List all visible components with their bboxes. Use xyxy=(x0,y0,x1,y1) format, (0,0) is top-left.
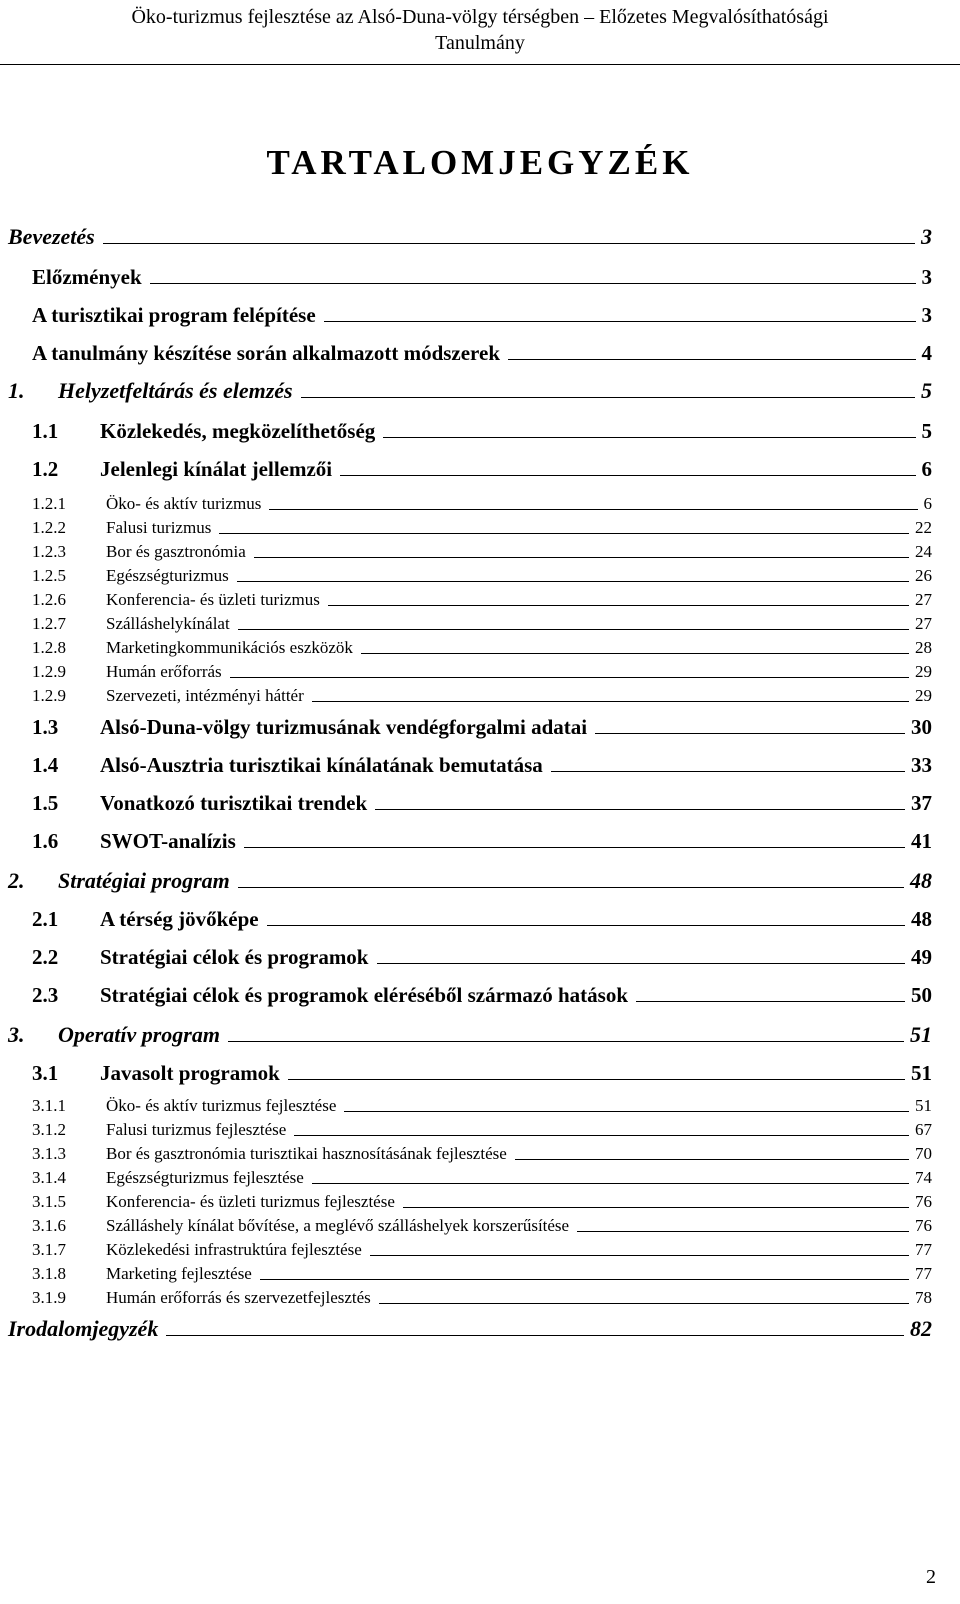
toc-entry-page: 33 xyxy=(911,753,932,777)
toc-entry[interactable] xyxy=(32,256,932,290)
toc-entry[interactable] xyxy=(8,216,932,250)
toc-leader-line xyxy=(267,925,905,926)
toc-entry-number: 1.2.6 xyxy=(32,590,66,609)
toc-entry-page: 67 xyxy=(915,1120,932,1139)
toc-entry-number: 1.2.2 xyxy=(32,518,66,537)
toc-entry-label: Helyzetfeltárás és elemzés xyxy=(58,378,293,403)
toc-entry-page: 76 xyxy=(915,1216,932,1235)
toc-entry-page: 51 xyxy=(910,1022,932,1047)
toc-entry-number: 1.5 xyxy=(32,791,59,815)
toc-entry[interactable] xyxy=(32,974,932,1008)
toc-leader-line xyxy=(288,1079,905,1080)
toc-entry[interactable] xyxy=(32,1052,932,1086)
toc-entry-number: 2. xyxy=(8,868,25,893)
toc-entry-page: 30 xyxy=(911,715,932,739)
toc-entry-number: 3.1.6 xyxy=(32,1216,66,1235)
toc-leader-line xyxy=(166,1335,904,1336)
toc-entry-page: 29 xyxy=(915,662,932,681)
toc-entry-number: 1.2.5 xyxy=(32,566,66,585)
toc-entry-page: 48 xyxy=(911,907,932,931)
toc-entry-number: 1.2 xyxy=(32,457,59,481)
toc-entry-label: A turisztikai program felépítése xyxy=(32,303,316,327)
toc-leader-line xyxy=(595,733,905,734)
toc-entry-number: 1.2.7 xyxy=(32,614,66,633)
toc-entry-page: 28 xyxy=(915,638,932,657)
toc-entry-label: A tanulmány készítése során alkalmazott módszerek xyxy=(32,341,500,365)
toc-entry-number: 3.1.5 xyxy=(32,1192,66,1211)
toc-entry[interactable] xyxy=(8,370,932,404)
toc-entry-label: Humán erőforrás és szervezetfejlesztés xyxy=(106,1288,371,1307)
toc-entry-page: 74 xyxy=(915,1168,932,1187)
toc-entry-label: Szálláshelykínálat xyxy=(106,614,230,633)
toc-entry-page: 50 xyxy=(911,983,932,1007)
header-rule xyxy=(0,64,960,65)
toc-leader-line xyxy=(375,809,905,810)
toc-entry-page: 76 xyxy=(915,1192,932,1211)
toc-entry-label: Falusi turizmus fejlesztése xyxy=(106,1120,287,1139)
toc-entry-number: 3.1.4 xyxy=(32,1168,66,1187)
toc-entry-label: Közlekedési infrastruktúra fejlesztése xyxy=(106,1240,362,1259)
header-line-1: Öko-turizmus fejlesztése az Alsó-Duna-völgy térségben – Előzetes Megvalósíthatósági xyxy=(131,6,829,28)
toc-entry[interactable] xyxy=(8,860,932,894)
toc-entry-number: 3.1.9 xyxy=(32,1288,66,1307)
toc-entry-page: 4 xyxy=(921,341,932,365)
toc-entry-label: Öko- és aktív turizmus fejlesztése xyxy=(106,1096,337,1115)
toc-entry[interactable] xyxy=(32,672,932,706)
toc-entry-label: Alsó-Duna-völgy turizmusának vendégforgalmi adatai xyxy=(100,715,588,739)
toc-entry-label: Konferencia- és üzleti turizmus fejlesztése xyxy=(106,1192,395,1211)
toc-entry-number: 1.2.9 xyxy=(32,662,66,681)
toc-entry-label: Bevezetés xyxy=(8,224,95,249)
toc-entry-number: 3.1.8 xyxy=(32,1264,66,1283)
toc-entry-number: 1. xyxy=(8,378,25,403)
toc-title: TARTALOMJEGYZÉK xyxy=(266,143,694,182)
toc-entry[interactable] xyxy=(32,294,932,328)
toc-entry-label: Stratégiai célok és programok xyxy=(100,945,369,969)
toc-entry-number: 3.1 xyxy=(32,1061,59,1085)
toc-entry-number: 1.2.3 xyxy=(32,542,66,561)
toc-entry-page: 29 xyxy=(915,686,932,705)
toc-entry[interactable] xyxy=(32,706,932,740)
toc-entry-page: 70 xyxy=(915,1144,932,1163)
toc-entry[interactable] xyxy=(32,448,932,482)
toc-entry-page: 26 xyxy=(915,566,932,585)
toc-leader-line xyxy=(150,283,916,284)
toc-entry-page: 48 xyxy=(910,868,932,893)
toc-entry-page: 82 xyxy=(910,1316,932,1341)
toc-entry-label: Konferencia- és üzleti turizmus xyxy=(106,590,320,609)
toc-entry-number: 1.2.8 xyxy=(32,638,66,657)
toc-entry-number: 1.2.1 xyxy=(32,494,66,513)
toc-entry[interactable] xyxy=(32,744,932,778)
toc-entry-label: Irodalomjegyzék xyxy=(8,1316,159,1341)
toc-entry-page: 27 xyxy=(915,590,932,609)
toc-entry-page: 78 xyxy=(915,1288,932,1307)
toc-entry-page: 49 xyxy=(911,945,932,969)
toc-leader-line xyxy=(324,321,916,322)
toc-leader-line xyxy=(383,437,915,438)
toc-entry[interactable] xyxy=(32,936,932,970)
toc-entry-page: 5 xyxy=(921,419,932,443)
toc-entry[interactable] xyxy=(8,1308,932,1342)
toc-entry-label: Szervezeti, intézményi háttér xyxy=(106,686,304,705)
toc-entry-number: 2.1 xyxy=(32,907,59,931)
toc-entry[interactable] xyxy=(32,898,932,932)
toc-entry-label: A térség jövőképe xyxy=(100,907,259,931)
toc-entry-page: 24 xyxy=(915,542,932,561)
toc-entry-label: Alsó-Ausztria turisztikai kínálatának bemutatása xyxy=(100,753,543,777)
toc-entry-page: 3 xyxy=(921,224,932,249)
toc-entry[interactable] xyxy=(32,1274,932,1308)
toc-entry-label: Bor és gasztronómia turisztikai hasznosításának fejlesztése xyxy=(106,1144,507,1163)
toc-entry-page: 3 xyxy=(921,303,932,327)
toc-entry-label: Előzmények xyxy=(32,265,142,289)
toc-entry-label: Szálláshely kínálat bővítése, a meglévő szálláshelyek korszerűsítése xyxy=(106,1216,570,1235)
toc-entry-label: Egészségturizmus xyxy=(106,566,229,585)
header-line-2: Tanulmány xyxy=(435,32,525,54)
toc-leader-line xyxy=(636,1001,905,1002)
toc-entry-page: 77 xyxy=(915,1264,932,1283)
toc-entry-page: 41 xyxy=(911,829,932,853)
toc-entry-page: 6 xyxy=(921,457,932,481)
toc-leader-line xyxy=(508,359,916,360)
toc-leader-line xyxy=(312,701,909,702)
toc-entry[interactable] xyxy=(32,782,932,816)
toc-leader-line xyxy=(551,771,905,772)
toc-entry-number: 3.1.3 xyxy=(32,1144,66,1163)
toc-entry-label: Marketingkommunikációs eszközök xyxy=(106,638,353,657)
toc-entry-page: 6 xyxy=(923,494,932,513)
toc-entry-number: 1.1 xyxy=(32,419,59,443)
toc-entry-page: 51 xyxy=(911,1061,932,1085)
toc-entry-number: 2.2 xyxy=(32,945,59,969)
toc-entry[interactable] xyxy=(8,1014,932,1048)
toc-entry[interactable] xyxy=(32,820,932,854)
toc-entry-page: 37 xyxy=(911,791,932,815)
toc-entry-number: 2.3 xyxy=(32,983,59,1007)
toc-leader-line xyxy=(238,887,904,888)
toc-entry-number: 3.1.1 xyxy=(32,1096,66,1115)
toc-entry-label: Operatív program xyxy=(58,1022,220,1047)
toc-entry-label: Egészségturizmus fejlesztése xyxy=(106,1168,304,1187)
toc-leader-line xyxy=(340,475,915,476)
toc-entry-label: Humán erőforrás xyxy=(106,662,222,681)
toc-entry-page: 5 xyxy=(921,378,932,403)
toc-entry-label: Javasolt programok xyxy=(100,1061,280,1085)
toc-leader-line xyxy=(103,243,915,244)
toc-leader-line xyxy=(301,397,915,398)
toc-leader-line xyxy=(244,847,905,848)
toc-entry-label: Jelenlegi kínálat jellemzői xyxy=(100,457,333,481)
toc-entry-number: 3.1.7 xyxy=(32,1240,66,1259)
toc-entry-label: Közlekedés, megközelíthetőség xyxy=(100,419,376,443)
toc-entry-label: Stratégiai program xyxy=(58,868,230,893)
toc-entry-label: Stratégiai célok és programok eléréséből származó hatások xyxy=(100,983,629,1007)
toc-leader-line xyxy=(228,1041,904,1042)
toc-entry-number: 1.2.9 xyxy=(32,686,66,705)
toc-entry-page: 27 xyxy=(915,614,932,633)
toc-entry[interactable] xyxy=(32,332,932,366)
toc-entry-page: 77 xyxy=(915,1240,932,1259)
toc-entry-page: 22 xyxy=(915,518,932,537)
toc-entry-number: 1.3 xyxy=(32,715,59,739)
toc-leader-line xyxy=(377,963,906,964)
toc-entry[interactable] xyxy=(32,410,932,444)
toc-entry-label: Öko- és aktív turizmus xyxy=(106,494,262,513)
toc-entry-number: 3. xyxy=(8,1022,25,1047)
toc-leader-line xyxy=(379,1303,909,1304)
toc-entry-page: 51 xyxy=(915,1096,932,1115)
toc-entry-label: SWOT-analízis xyxy=(100,829,236,853)
running-header xyxy=(0,4,960,56)
toc-entry-label: Marketing fejlesztése xyxy=(106,1264,252,1283)
page-number: 2 xyxy=(926,1566,936,1588)
toc-entry-label: Falusi turizmus xyxy=(106,518,212,537)
toc-entry-label: Bor és gasztronómia xyxy=(106,542,246,561)
toc-entry-number: 1.4 xyxy=(32,753,59,777)
toc-entry-number: 1.6 xyxy=(32,829,59,853)
toc-entry-page: 3 xyxy=(921,265,932,289)
toc-entry-label: Vonatkozó turisztikai trendek xyxy=(100,791,368,815)
toc-entry-number: 3.1.2 xyxy=(32,1120,66,1139)
